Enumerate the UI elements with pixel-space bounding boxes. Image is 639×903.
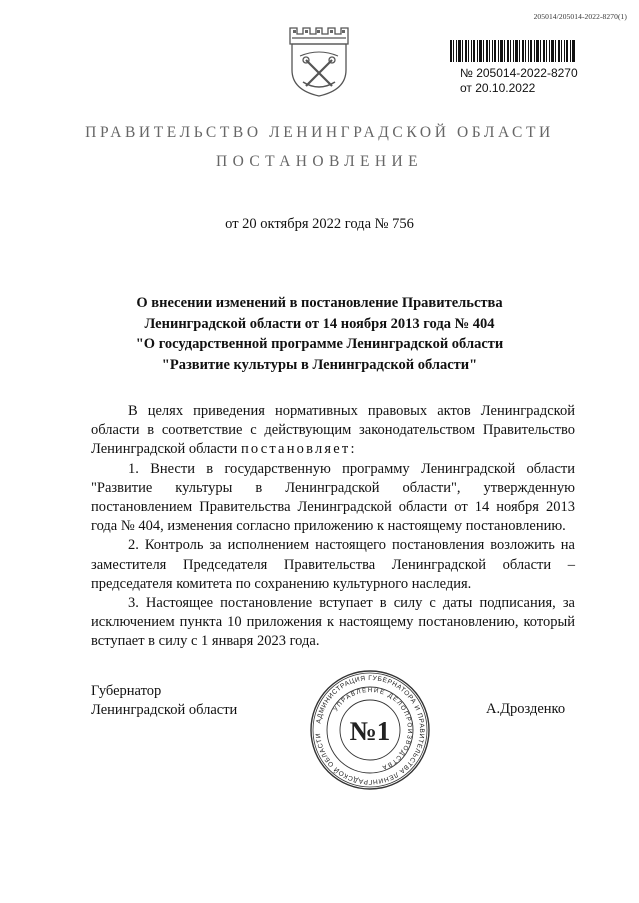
seal-inner-text: УПРАВЛЕНИЕ ДЕЛОПРОИЗВОДСТВА xyxy=(332,686,414,772)
preamble-tail: : xyxy=(350,441,355,458)
subject-line: О внесении изменений в постановление Правительства xyxy=(136,295,503,311)
official-seal xyxy=(308,668,432,792)
document-id: 205014/205014-2022-8270(1) xyxy=(533,12,627,21)
preamble-paragraph xyxy=(91,402,575,460)
signer-title-line-1: Губернатор xyxy=(91,683,162,699)
subject-line: Ленинградской области от 14 ноября 2013 года № 404 xyxy=(144,315,495,332)
signer-title xyxy=(91,682,237,720)
preamble-spaced-word: постановляет xyxy=(240,441,351,458)
coat-of-arms-icon xyxy=(286,22,352,98)
seal-outer-text: АДМИНИСТРАЦИЯ ГУБЕРНАТОРА И ПРАВИТЕЛЬСТВА ЛЕНИНГРАДСКОЙ ОБЛАСТИ xyxy=(315,674,426,786)
body-paragraph-1: 1. Внести в государственную программу Ленинградской области "Развитие культуры в Ленинградской области", утвержденную постановлением Правительства Ленинградской области от 14 ноября 2013 года № 404, изменения согласно приложению к настоящему постановлению. xyxy=(91,460,575,535)
body-paragraph-2: 2. Контроль за исполнением настоящего постановления возложить на заместителя Председателя Правительства Ленинградской области – председателя комитета по сохранению культурного наследия. xyxy=(91,537,575,592)
document-type-title: ПОСТАНОВЛЕНИЕ xyxy=(216,153,423,170)
government-title: ПРАВИТЕЛЬСТВО ЛЕНИНГРАДСКОЙ ОБЛАСТИ xyxy=(85,124,554,141)
seal-number: №1 xyxy=(349,716,391,746)
registration-number: № 205014-2022-8270 xyxy=(460,66,578,80)
registration-info xyxy=(460,66,578,96)
preamble-text: В целях приведения нормативных правовых актов Ленинградской области в соответствие с действующим законодательством Правительство Ленинградской области xyxy=(91,403,575,458)
signer-title-line-2: Ленинградской области xyxy=(91,702,238,718)
barcode xyxy=(450,40,575,62)
signer-name: А.Дрозденко xyxy=(486,701,566,717)
decree-date-number: от 20 октября 2022 года № 756 xyxy=(225,216,414,232)
decree-subject xyxy=(0,293,639,375)
decree-body xyxy=(91,402,575,652)
subject-line: "Развитие культуры в Ленинградской области" xyxy=(161,356,478,373)
body-paragraph-3: 3. Настоящее постановление вступает в силу с даты подписания, за исключением пункта 10 приложения к настоящему постановлению, который вступает в силу с 1 января 2023 года. xyxy=(91,595,575,650)
registration-date: от 20.10.2022 xyxy=(460,81,536,95)
subject-line: "О государственной программе Ленинградской области xyxy=(135,336,504,352)
